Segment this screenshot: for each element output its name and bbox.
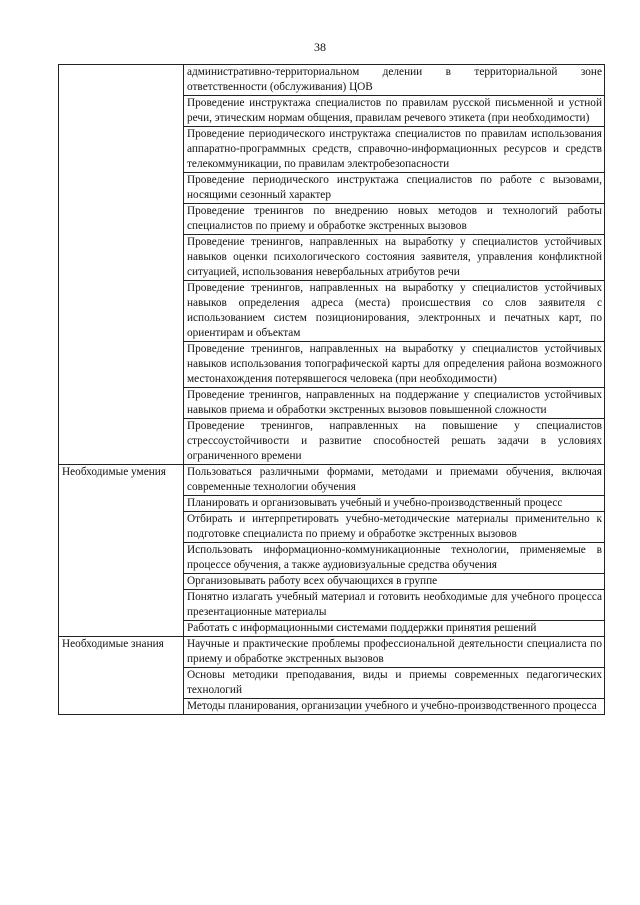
- page-number: 38: [314, 40, 326, 54]
- table-cell: [184, 235, 605, 281]
- table-cell: [184, 699, 605, 715]
- item-text: Пользоваться различными формами, методами и приемами обучения, включая современные технологии обучения: [187, 466, 602, 493]
- item-text: Методы планирования, организации учебного и учебно-производственного процесса: [187, 700, 597, 712]
- table-cell: [184, 419, 605, 465]
- table-cell: [184, 512, 605, 543]
- item-text: Проведение тренингов, направленных на выработку у специалистов устойчивых навыков использования топографической карты для определения района возможного местонахождения потерявшегося человека (при необходимости): [187, 343, 602, 385]
- item-text: Проведение периодического инструктажа специалистов по работе с вызовами, носящими сезонный характер: [187, 174, 602, 201]
- table-cell: [184, 590, 605, 621]
- item-text: Научные и практические проблемы профессиональной деятельности специалиста по приему и обработке экстренных вызовов: [187, 638, 602, 665]
- section-label: [59, 65, 184, 465]
- item-text: Проведение периодического инструктажа специалистов по правилам использования аппаратно-программных средств, справочно-информационных ресурсов и средств телекоммуникации, по правилам электробезопасности: [187, 128, 602, 170]
- item-text: Проведение тренингов, направленных на выработку у специалистов устойчивых навыков оценки психологического состояния заявителя, управления конфликтной ситуацией, использования невербальных атрибутов речи: [187, 236, 602, 278]
- table-cell: [184, 496, 605, 512]
- item-text: Проведение тренингов, направленных на повышение у специалистов стрессоустойчивости и развитие способностей решать задачи в условиях ограниченного времени: [187, 420, 602, 462]
- table-cell: [184, 204, 605, 235]
- item-text: Отбирать и интерпретировать учебно-методические материалы применительно к подготовке специалиста по приему и обработке экстренных вызовов: [187, 513, 602, 540]
- table-cell: [184, 65, 605, 96]
- table-cell: [184, 173, 605, 204]
- item-text: Использовать информационно-коммуникационные технологии, применяемые в процессе обучения, а также аудиовизуальные средства обучения: [187, 544, 602, 571]
- item-text: Понятно излагать учебный материал и готовить необходимые для учебного процесса презентационные материалы: [187, 591, 602, 618]
- table-cell: [184, 281, 605, 342]
- item-text: Проведение инструктажа специалистов по правилам русской письменной и устной речи, этическим нормам общения, правилам речевого этикета (при необходимости): [187, 97, 602, 124]
- table-cell: [184, 574, 605, 590]
- item-text: Организовывать работу всех обучающихся в группе: [187, 575, 438, 587]
- table-cell: [184, 127, 605, 173]
- item-text: Проведение тренингов, направленных на поддержание у специалистов устойчивых навыков приема и обработки экстренных вызовов повышенной сложности: [187, 389, 602, 416]
- item-text: административно-территориальном делении в территориальной зоне ответственности (обслуживания) ЦОВ: [187, 66, 602, 93]
- item-text: Работать с информационными системами поддержки принятия решений: [187, 622, 537, 634]
- item-text: Основы методики преподавания, виды и приемы современных педагогических технологий: [187, 669, 602, 696]
- section-label: Необходимые умения: [59, 465, 184, 637]
- item-text: Проведение тренингов по внедрению новых методов и технологий работы специалистов по приему и обработке экстренных вызовов: [187, 205, 602, 232]
- item-text: Планировать и организовывать учебный и учебно-производственный процесс: [187, 497, 563, 509]
- table-cell: [184, 96, 605, 127]
- table-cell: [184, 543, 605, 574]
- table-cell: [184, 388, 605, 419]
- table-cell: [184, 465, 605, 496]
- requirements-table: [58, 64, 605, 715]
- table-cell: [184, 621, 605, 637]
- table-cell: [184, 637, 605, 668]
- table-cell: [184, 342, 605, 388]
- requirements-table-body: [59, 65, 605, 715]
- table-row: [59, 65, 605, 96]
- table-row: [59, 637, 605, 668]
- table-row: [59, 465, 605, 496]
- section-label: Необходимые знания: [59, 637, 184, 715]
- item-text: Проведение тренингов, направленных на выработку у специалистов устойчивых навыков определения адреса (места) происшествия со слов заявителя с использованием систем позиционирования, электронных и печатных карт, по ориентирам и объектам: [187, 282, 602, 339]
- table-cell: [184, 668, 605, 699]
